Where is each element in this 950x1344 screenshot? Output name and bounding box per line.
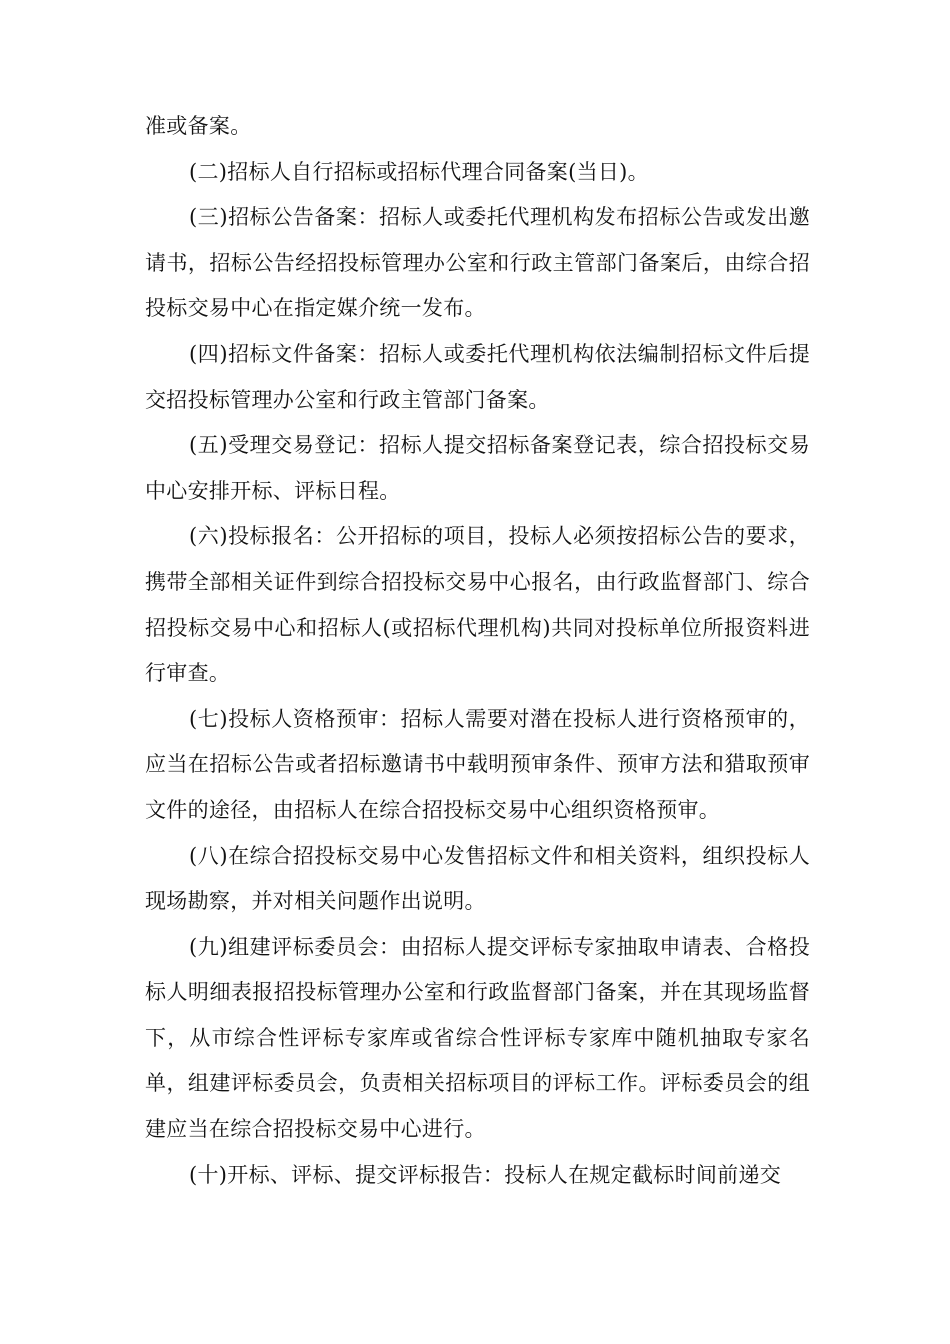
paragraph-item-10: (十)开标、评标、提交评标报告：投标人在规定截标时间前递交 (189, 1162, 782, 1187)
paragraph-item-7: (七)投标人资格预审：招标人需要对潜在投标人进行资格预审的，应当在招标公告或者招标邀请书中载明预审条件、预审方法和猎取预审文件的途径，由招标人在综合招投标交易中心组织资格预审。 (145, 706, 810, 822)
paragraph-approval-tail: 准或备案。 (145, 114, 252, 138)
paragraph-item-2: (二)招标人自行招标或招标代理合同备案(当日)。 (189, 159, 649, 184)
paragraph-item-4: (四)招标文件备案：招标人或委托代理机构依法编制招标文件后提交招投标管理办公室和行政主管部门备案。 (145, 341, 810, 412)
paragraph-item-3: (三)招标公告备案：招标人或委托代理机构发布招标公告或发出邀请书，招标公告经招投标管理办公室和行政主管部门备案后，由综合招投标交易中心在指定媒介统一发布。 (145, 205, 810, 321)
paragraph-item-9: (九)组建评标委员会：由招标人提交评标专家抽取申请表、合格投标人明细表报招投标管理办公室和行政监督部门备案，并在其现场监督下，从市综合性评标专家库或省综合性评标专家库中随机抽取专家名单，组建评标委员会，负责相关招标项目的评标工作。评标委员会的组建应当在综合招投标交易中心进行。 (145, 934, 810, 1142)
document-body (145, 104, 810, 1198)
paragraph-item-8: (八)在综合招投标交易中心发售招标文件和相关资料，组织投标人现场勘察，并对相关问题作出说明。 (145, 843, 810, 914)
paragraph-item-6: (六)投标报名：公开招标的项目，投标人必须按招标公告的要求，携带全部相关证件到综合招投标交易中心报名，由行政监督部门、综合招投标交易中心和招标人(或招标代理机构)共同对投标单位所报资料进行审查。 (145, 524, 810, 686)
paragraph-item-5: (五)受理交易登记：招标人提交招标备案登记表，综合招投标交易中心安排开标、评标日程。 (145, 433, 810, 503)
